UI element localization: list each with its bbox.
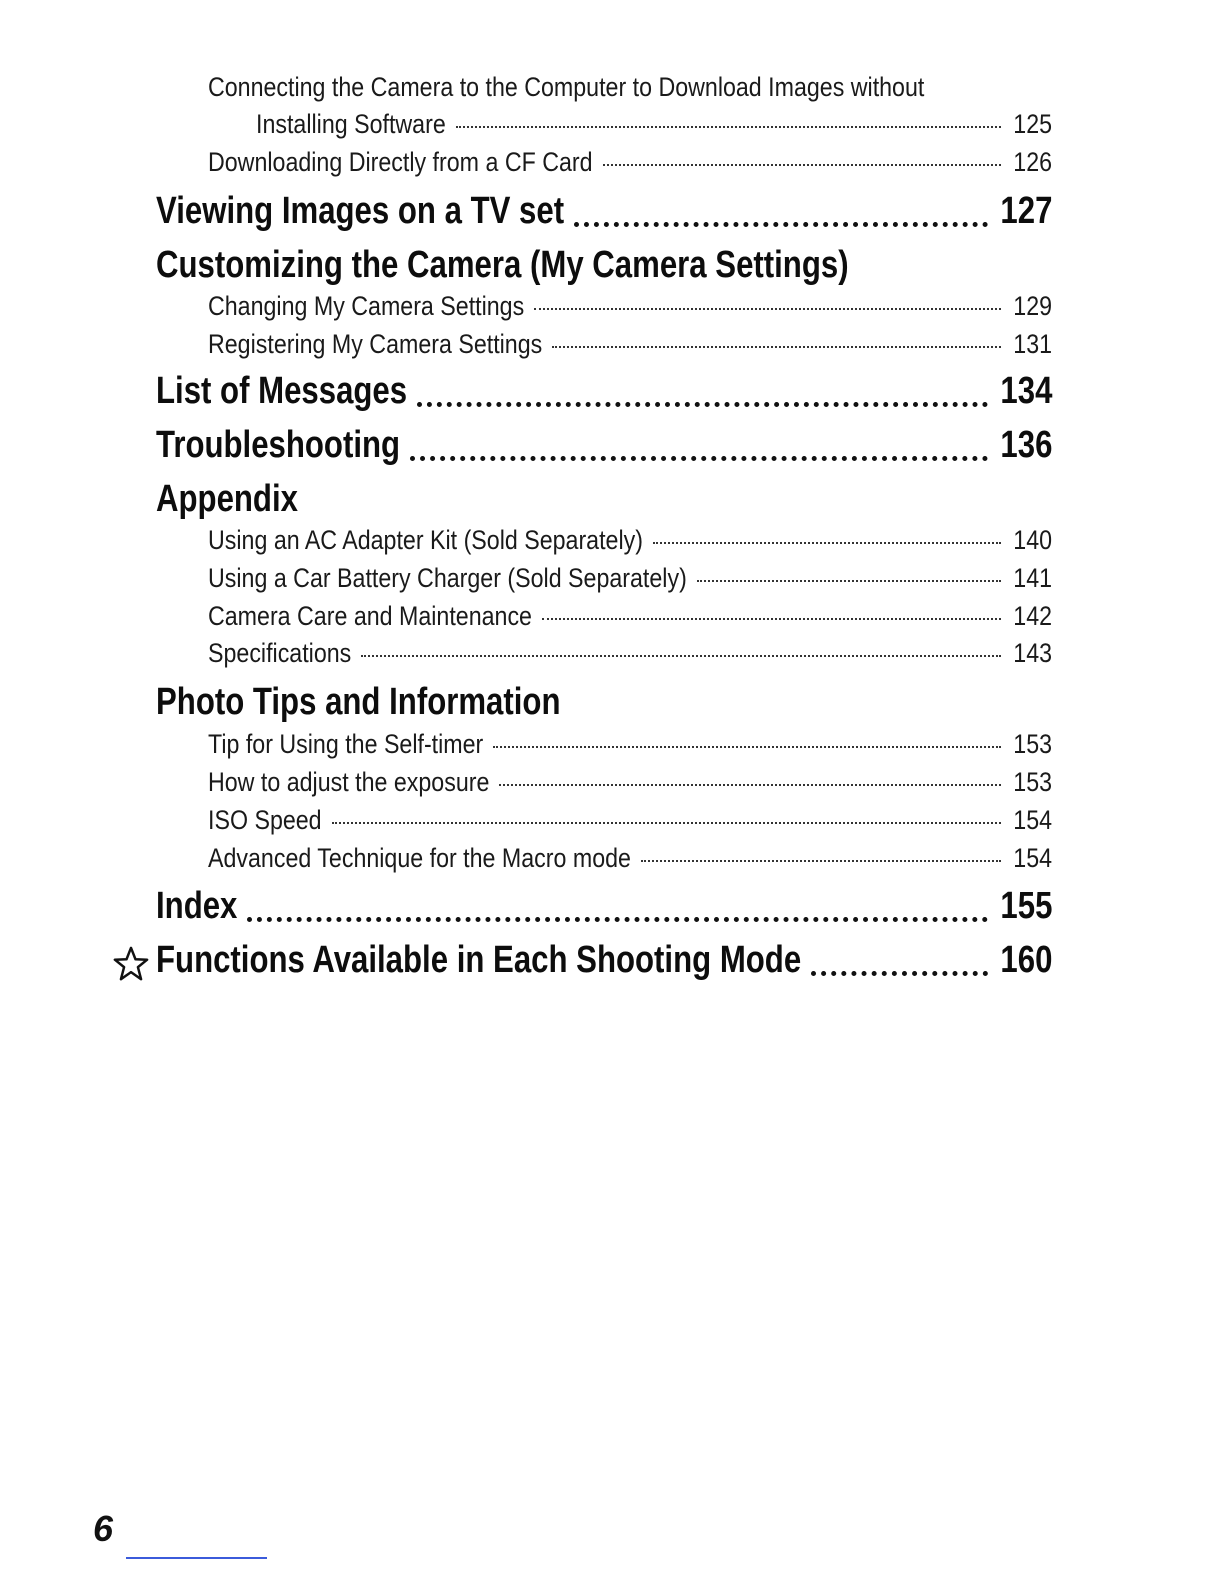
footer-rule — [126, 1557, 267, 1559]
dot-leader — [641, 860, 1001, 862]
toc-entry-label: Registering My Camera Settings — [208, 329, 543, 359]
toc-subentry[interactable] — [0, 763, 1224, 801]
dot-leader — [456, 126, 1002, 128]
toc-page-number: 154 — [1013, 843, 1052, 873]
toc-page-number: 134 — [1000, 370, 1052, 412]
dot-leader — [811, 971, 988, 976]
toc-page-number: 153 — [1013, 767, 1052, 797]
toc-subentry[interactable] — [0, 143, 1224, 181]
toc-entry-label: Functions Available in Each Shooting Mode — [156, 939, 802, 981]
toc-page-number: 153 — [1013, 729, 1052, 759]
dot-leader — [697, 580, 1001, 582]
dot-leader — [410, 456, 988, 461]
toc-subentry[interactable] — [0, 801, 1224, 839]
toc-subentry[interactable] — [0, 287, 1224, 325]
toc-page-number: 141 — [1013, 563, 1052, 593]
dot-leader — [542, 618, 1001, 620]
toc-subentry[interactable] — [0, 68, 1224, 106]
toc-entry-label: Customizing the Camera (My Camera Settings) — [156, 244, 849, 286]
dot-leader — [534, 308, 1001, 310]
toc-section-entry[interactable] — [0, 881, 1224, 935]
toc-page-number: 129 — [1013, 291, 1052, 321]
toc-entry-label: Changing My Camera Settings — [208, 291, 525, 321]
toc-page-number: 131 — [1013, 329, 1052, 359]
toc-subentry[interactable] — [0, 597, 1224, 635]
toc-page-number: 155 — [1000, 885, 1052, 927]
toc-entry-label: Photo Tips and Information — [156, 681, 561, 723]
toc-section-entry[interactable] — [0, 677, 1224, 731]
toc-subentry[interactable] — [0, 105, 1224, 143]
dot-leader — [332, 822, 1002, 824]
dot-leader — [493, 746, 1001, 748]
toc-section-entry[interactable] — [0, 186, 1224, 240]
toc-page-number: 127 — [1000, 190, 1052, 232]
toc-entry-label: Specifications — [208, 638, 352, 668]
toc-entry-label: Downloading Directly from a CF Card — [208, 147, 593, 177]
toc-section-entry[interactable] — [0, 240, 1224, 294]
toc-entry-label: List of Messages — [156, 370, 408, 412]
toc-entry-label: Using a Car Battery Charger (Sold Separately) — [208, 563, 687, 593]
toc-subentry[interactable] — [0, 634, 1224, 672]
toc-subentry[interactable] — [0, 839, 1224, 877]
toc-page-number: 160 — [1000, 939, 1052, 981]
toc-subentry[interactable] — [0, 521, 1224, 559]
toc-section-entry[interactable] — [0, 935, 1224, 989]
toc-page-number: 125 — [1013, 109, 1052, 139]
dot-leader — [603, 164, 1002, 166]
dot-leader — [247, 917, 988, 922]
dot-leader — [499, 784, 1001, 786]
toc-entry-label: ISO Speed — [208, 805, 322, 835]
toc-entry-label: Camera Care and Maintenance — [208, 601, 532, 631]
dot-leader — [552, 346, 1001, 348]
star-outline-icon — [112, 945, 150, 983]
toc-entry-label: How to adjust the exposure — [208, 767, 490, 797]
dot-leader — [653, 542, 1001, 544]
toc-subentry[interactable] — [0, 325, 1224, 363]
toc-page-number: 136 — [1000, 424, 1052, 466]
toc-subentry[interactable] — [0, 559, 1224, 597]
toc-subentry[interactable] — [0, 725, 1224, 763]
toc-section-entry[interactable] — [0, 420, 1224, 474]
toc-page-number: 140 — [1013, 525, 1052, 555]
toc-entry-label: Installing Software — [256, 109, 446, 139]
page-number: 6 — [93, 1508, 114, 1549]
dot-leader — [361, 655, 1001, 657]
dot-leader — [574, 222, 988, 227]
toc-page-number: 154 — [1013, 805, 1052, 835]
toc-entry-label: Connecting the Camera to the Computer to Download Images without — [208, 72, 925, 102]
toc-entry-label: Advanced Technique for the Macro mode — [208, 843, 631, 873]
toc-section-entry[interactable] — [0, 366, 1224, 420]
toc-entry-label: Index — [156, 885, 238, 927]
toc-entry-label: Troubleshooting — [156, 424, 401, 466]
toc-entry-label: Using an AC Adapter Kit (Sold Separately) — [208, 525, 643, 555]
dot-leader — [417, 402, 988, 407]
toc-entry-label: Appendix — [156, 478, 298, 520]
toc-section-entry[interactable] — [0, 474, 1224, 528]
toc-page-number: 142 — [1013, 601, 1052, 631]
toc-entry-label: Tip for Using the Self-timer — [208, 729, 484, 759]
toc-page-number: 126 — [1013, 147, 1052, 177]
toc-page-number: 143 — [1013, 638, 1052, 668]
toc-entry-label: Viewing Images on a TV set — [156, 190, 565, 232]
